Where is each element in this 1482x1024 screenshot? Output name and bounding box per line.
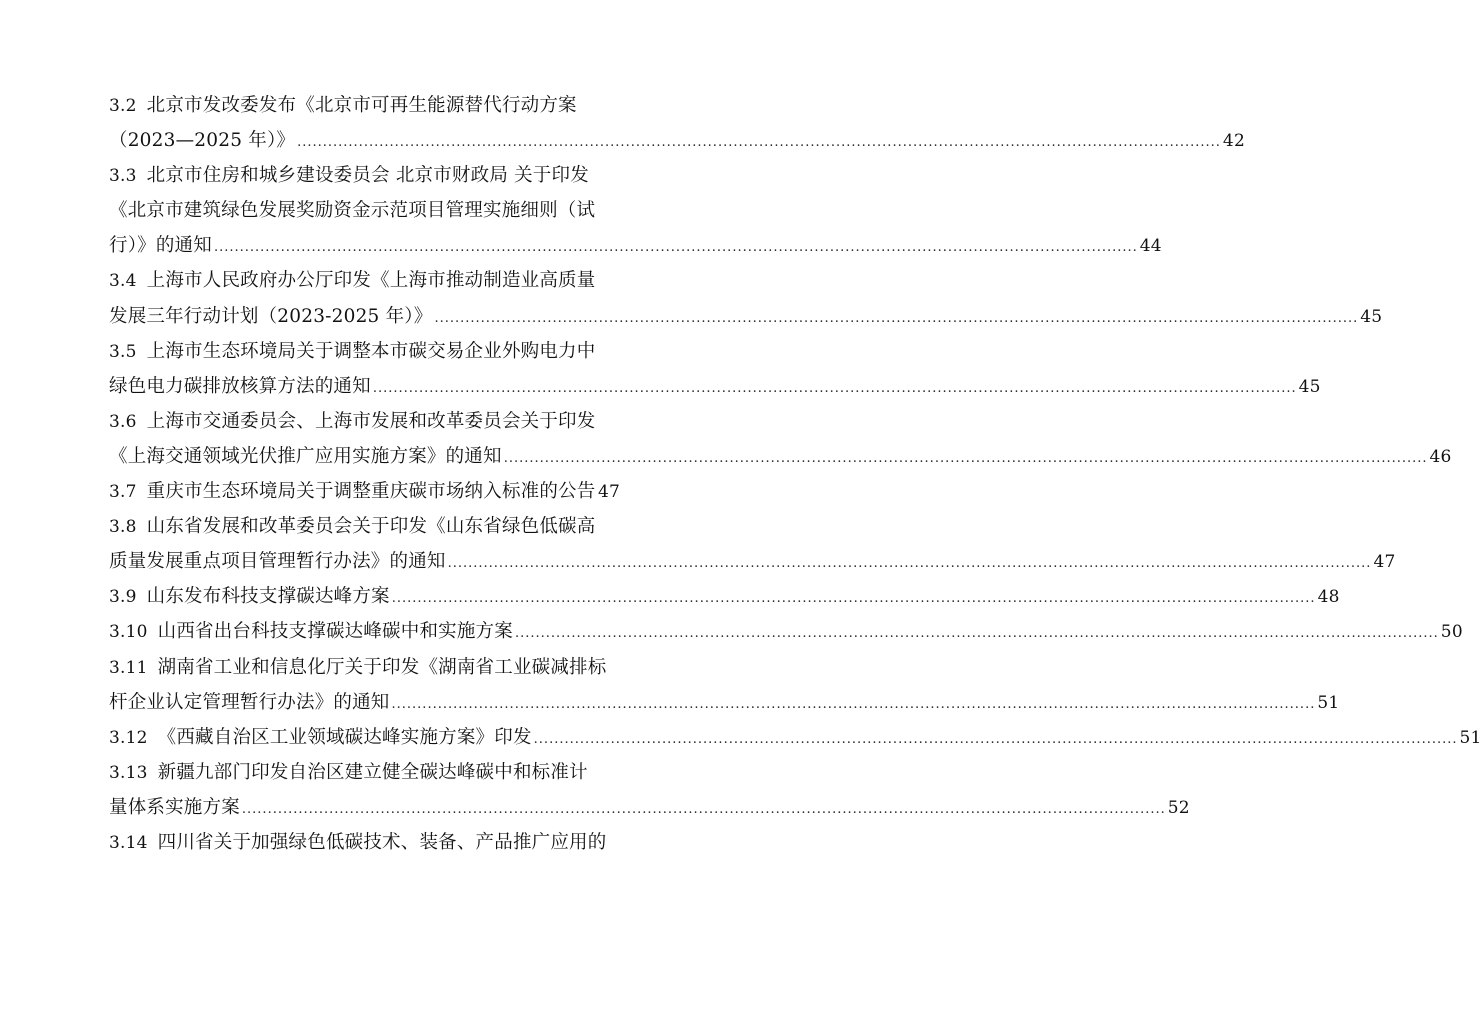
- toc-line: [109, 685, 1340, 720]
- toc-line: [109, 369, 1321, 404]
- toc-page-number: 51: [1317, 692, 1340, 713]
- dot-leader: [214, 230, 1138, 265]
- toc-line: [109, 474, 620, 509]
- toc-line: [109, 334, 620, 369]
- toc-entry-number: 3.11: [109, 657, 148, 678]
- toc-page-number: 44: [1139, 236, 1162, 257]
- toc-entry-number: 3.13: [109, 762, 148, 783]
- toc-entry-title: 《北京市建筑绿色发展奖励资金示范项目管理实施细则（试: [109, 200, 596, 222]
- toc-entry[interactable]: [109, 263, 1383, 333]
- toc-line: [109, 263, 620, 298]
- toc-entry-number: 3.5: [109, 341, 137, 362]
- toc-entry[interactable]: [109, 509, 1396, 579]
- toc-page-number: 46: [1429, 446, 1452, 467]
- toc-line: [109, 228, 1162, 263]
- toc-entry-number: 3.6: [109, 411, 137, 432]
- toc-page-number: 42: [1222, 131, 1245, 152]
- toc-page-number: 51: [1459, 727, 1482, 748]
- toc-entry[interactable]: [109, 720, 1482, 755]
- toc-page-number: 52: [1167, 797, 1190, 818]
- dot-leader: [515, 616, 1439, 651]
- toc-entry[interactable]: [109, 404, 1452, 474]
- toc-entry-number: 3.3: [109, 166, 137, 187]
- dot-leader: [242, 792, 1166, 827]
- toc-line: [109, 123, 1245, 158]
- toc-line: [109, 579, 1340, 614]
- toc-entry-title: 湖南省工业和信息化厅关于印发《湖南省工业碳减排标: [157, 656, 607, 678]
- dot-leader: [392, 687, 1316, 722]
- dot-leader: [534, 722, 1458, 757]
- toc-line: [109, 544, 1396, 579]
- toc-entry-title: 新疆九部门印发自治区建立健全碳达峰碳中和标准计: [157, 761, 588, 783]
- toc-entry-title: 山西省出台科技支撑碳达峰碳中和实施方案: [157, 621, 513, 643]
- dot-leader: [448, 546, 1372, 581]
- toc-entry-title: 杆企业认定管理暂行办法》的通知: [109, 691, 390, 713]
- dot-leader: [504, 441, 1428, 476]
- toc-line: [109, 404, 620, 439]
- toc-line: [109, 790, 1190, 825]
- toc-entry-number: 3.4: [109, 271, 137, 292]
- dot-leader: [392, 581, 1316, 616]
- dot-leader: [373, 371, 1297, 406]
- dot-leader: [434, 301, 1358, 336]
- toc-entry-title: 四川省关于加强绿色低碳技术、装备、产品推广应用的: [157, 831, 607, 853]
- toc-page-number: 50: [1440, 622, 1463, 643]
- dot-leader: [297, 125, 1221, 160]
- toc-entry-title: 上海市交通委员会、上海市发展和改革委员会关于印发: [146, 410, 596, 432]
- toc-entry[interactable]: [109, 825, 620, 860]
- toc-entry[interactable]: [109, 650, 1340, 720]
- toc-entry-title: 发展三年行动计划（2023-2025 年）》: [109, 305, 433, 327]
- toc-entry-title: 山东发布科技支撑碳达峰方案: [146, 586, 390, 608]
- toc-entry-title: 质量发展重点项目管理暂行办法》的通知: [109, 551, 446, 573]
- toc-line: [109, 509, 620, 544]
- toc-entry[interactable]: [109, 334, 1321, 404]
- toc-entry-title: 《上海交通领域光伏推广应用实施方案》的通知: [109, 445, 502, 467]
- toc-line: [109, 650, 620, 685]
- toc-entry-title: 重庆市生态环境局关于调整重庆碳市场纳入标准的公告: [146, 481, 596, 503]
- toc-entry[interactable]: [109, 755, 1190, 825]
- toc-page-number: 47: [597, 482, 620, 503]
- toc-entry-number: 3.8: [109, 517, 137, 538]
- toc-entry-number: 3.10: [109, 622, 148, 643]
- table-of-contents: [109, 88, 1482, 860]
- toc-entry-title: 山东省发展和改革委员会关于印发《山东省绿色低碳高: [146, 516, 596, 538]
- toc-entry-number: 3.9: [109, 587, 137, 608]
- toc-line: [109, 193, 620, 228]
- toc-page-number: 45: [1298, 376, 1321, 397]
- toc-entry[interactable]: [109, 614, 1463, 649]
- toc-entry-number: 3.12: [109, 727, 148, 748]
- toc-entry-title: 量体系实施方案: [109, 796, 240, 818]
- toc-line: [109, 720, 1482, 755]
- toc-entry-title: 行）》的通知: [109, 235, 212, 257]
- toc-line: [109, 299, 1383, 334]
- toc-entry[interactable]: [109, 88, 1245, 158]
- toc-line: [109, 439, 1452, 474]
- toc-line: [109, 755, 620, 790]
- toc-entry-title: 《西藏自治区工业领域碳达峰实施方案》印发: [157, 726, 532, 748]
- toc-line: [109, 158, 620, 193]
- toc-page-number: 45: [1360, 306, 1383, 327]
- toc-line: [109, 825, 620, 860]
- toc-entry-title: （2023—2025 年）》: [109, 130, 296, 152]
- toc-entry[interactable]: [109, 158, 1162, 263]
- toc-line: [109, 88, 620, 123]
- toc-page-number: 47: [1373, 552, 1396, 573]
- toc-entry-title: 上海市生态环境局关于调整本市碳交易企业外购电力中: [146, 340, 596, 362]
- toc-entry-number: 3.2: [109, 96, 137, 116]
- toc-entry-title: 上海市人民政府办公厅印发《上海市推动制造业高质量: [146, 270, 596, 292]
- toc-entry-title: 北京市住房和城乡建设委员会 北京市财政局 关于印发: [146, 165, 589, 187]
- toc-entry-number: 3.14: [109, 832, 148, 853]
- toc-entry-title: 北京市发改委发布《北京市可再生能源替代行动方案: [146, 95, 577, 116]
- toc-entry[interactable]: [109, 579, 1340, 614]
- toc-page-number: 48: [1317, 587, 1340, 608]
- toc-entry[interactable]: [109, 474, 620, 509]
- toc-entry-number: 3.7: [109, 482, 137, 503]
- toc-line: [109, 614, 1463, 649]
- toc-entry-title: 绿色电力碳排放核算方法的通知: [109, 375, 371, 397]
